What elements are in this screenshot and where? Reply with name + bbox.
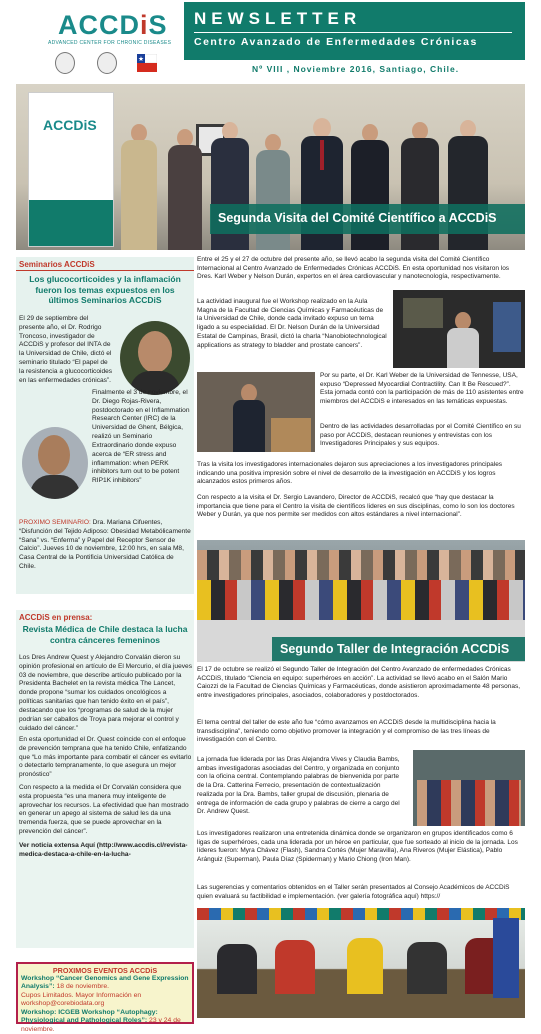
story-paragraph: Por su parte, el Dr. Karl Weber de la Universidad de Tennesse, USA, expuso “Depressed Myocardial Contractility. Can It Be Rescued?”. Esta jornada contó con la participación de más de 110 asistentes entre miembros del ACCDiS e interesados en las temáticas expuestas. [320, 372, 524, 406]
press-link[interactable]: Ver noticia extensa Aquí (http://www.accdis.cl/revista-medica-destaca-a-chile-en-la-lucha- [19, 842, 188, 858]
press-headline: Revista Médica de Chile destaca la lucha contra cánceres femeninos [22, 624, 188, 645]
superhero-group-photo [197, 908, 525, 1018]
event-title: Workshop “Cancer Genomics and Gene Expression Analysis”: [21, 975, 189, 991]
events-box [16, 962, 194, 1033]
banner-logo-text: ACCDiS [43, 117, 97, 133]
person-photo [121, 124, 157, 250]
story-paragraph: Con respecto a la visita el Dr. Sergio Lavandero, Director de ACCDiS, recalcó que “hay que destacar la importancia que tiene para el Centro la visita de científicos lideres en sus disciplinas, como lo son los doctores Weber y Durán, ya que nos permite ser medidos con altos estándares a nivel internacional”. [197, 494, 515, 519]
press-paragraph: Con respecto a la medida el Dr Corvalán considera que esta propuesta “es una manera muy inteligente de aprovechar los recursos. La efectividad que han mostrado en generar un apego al sistema de salud les da una tremenda fuerza, que se puede aprovechar en la prevención del cáncer”. [19, 784, 189, 836]
seminar-paragraph: El 29 de septiembre del presente año, el Dr. Rodrigo Troncoso, investigador de ACCDiS y profesor del INTA de la Universidad de Chile, dictó el seminario titulado “El papel de la resistencia a glucocorticoides en las enfermedades crónicas”. [19, 315, 113, 384]
event-info[interactable]: Cupos Limitados. Mayor Información en workshop@corebiodata.org [21, 991, 142, 1008]
story-paragraph: Entre el 25 y el 27 de octubre del presente año, se llevó acabo la segunda visita del Comité Científico Internacional al Centro Avanzado de Enfermedades Crónicas ACCDiS. En esta oportunidad nos visitaron los Dres. Karl Weber y Nelson Durán, expertos en el área cardiovascular y nanotecnología, respectivamente. [197, 256, 510, 281]
newsletter-title: NEWSLETTER [194, 9, 362, 28]
next-seminar-label: PROXIMO SEMINARIO: [19, 519, 91, 526]
story-paragraph: La actividad inaugural fue el Workshop realizado en la Aula Magna de la Facultad de Ciencias Químicas y Farmacéuticas de la Universidad de Chile, donde cada invitado expuso un tema ligado a su especialidad. El Dr. Nelson Durán de la Universidad Estatal de Campinas, Brasil, dictó la charla “Nanobiotechnological applications as strategy to bladder and prostate cancers”. [197, 298, 387, 349]
speaker-photo [22, 427, 88, 499]
press-box [16, 610, 194, 948]
seminar-paragraph [92, 389, 192, 486]
story-paragraph: Tras la visita los investigadores internacionales dejaron sus apreciaciones a los investigadores principales indicando una positiva impresión sobre el nivel de desarrollo de la investigación en ACCDiS y los logros alcanzados estos primeros años. [197, 461, 503, 486]
press-paragraph: En esta oportunidad el Dr. Quest coincide con el enfoque de prevención temprana que ha tenido Chile, enfatizando que “Lo más importante para combatir el cáncer es evitarlo o detectarlo tempranamente, lo que asegura un mejor pronóstico” [19, 736, 192, 779]
title-divider [194, 32, 512, 33]
workshop-photo [413, 750, 525, 826]
logo-area [40, 2, 185, 82]
story-paragraph: Dentro de las actividades desarrolladas por el Comité Científico en su paso por ACCDiS, destacan reuniones y entrevistas con los Investigadores Principales y sus equipos. [320, 423, 521, 448]
accdis-rollup-banner [28, 92, 114, 247]
flag-icon [493, 918, 519, 998]
accdis-logo: ACCDiS [58, 10, 168, 40]
events-title: PROXIMOS EVENTOS ACCDiS [52, 966, 158, 975]
newsletter-header [0, 0, 541, 84]
issue-date: Nº VIII , Noviembre 2016, Santiago, Chile. [252, 64, 460, 74]
speaker-photo [120, 321, 190, 395]
logo-tagline: ADVANCED CENTER FOR CHRONIC DISEASES [48, 40, 172, 46]
photo-caption: Segundo Taller de Integración ACCDiS [272, 637, 525, 661]
lecture-photo [393, 290, 525, 368]
university-crest-icon [97, 52, 117, 74]
press-paragraph: Los Dres Andrew Quest y Alejandro Corvalán dieron su opinión profesional en artículo de El Mercurio, el día jueves 03 de noviembre, que describe artículo publicado por la Presidenta Bachelet en la revista médica The Lancet, donde propone “sumar los cuidados oncológicos a políticas sanitarias que han tenido éxito en el país”, destacando que los “programas de salud de la mujer podrían ser caballos de Troya para mejorar el control y cuidado del cáncer.” [19, 654, 193, 732]
next-seminar-text: Dra. Mariana Cifuentes, “Disfunción del Tejido Adiposo: Obesidad Metabólicamente “Sana” vs. “Enferma” y Papel del Receptor Sensor de Calcio”. Jueves 10 de noviembre, 12:00 hrs, en sala M8, Casa Central de la Pontificia Universidad Católica de Chile. [19, 519, 191, 571]
taller-paragraph[interactable]: Las sugerencias y comentarios obtenidos en el Taller serán presentados al Consejo Académicos de ACCDiS quien evaluará su factibilidad e implementación. (ver galería fotográfica aquí) https:// [197, 884, 510, 900]
seminar-text: Finalmente el 3 de noviembre, el Dr. Diego Rojas-Rivera, postdoctorado en el Inflammation Research Center (IRC) de la Universidad de Ghent, Bélgica, realizó un Seminario Extraordinario donde expuso acerca de “ER stress and inflammation: when PERK inhibitors turn out to be potent RIP1K inhibitors” [92, 389, 190, 485]
committee-group-photo [16, 84, 525, 250]
event-date: 23 y 24 de noviembre. [21, 1017, 181, 1033]
newsletter-banner [184, 2, 525, 60]
next-seminar [19, 519, 192, 572]
photo-caption: Segunda Visita del Comité Científico a ACCDiS [210, 204, 525, 234]
taller-paragraph: La jornada fue liderada por las Dras Alejandra Vives y Claudia Bambs, ambas investigadoras asociadas del Centro, y organizada en conjunto con la oficina central. Contemplando palabras de bienvenida por parte de la Dra. Catterina Ferrecio, presentación de contextualización realizada por la Dra. Bambs, taller grupal de discusión, plenaria de entrega de información de cada grupo y palabras de cierre a cargo del Dr. Andrew Quest. [197, 756, 400, 816]
event-date: 18 de noviembre. [54, 983, 110, 991]
section-label: ACCDiS en prensa: [19, 613, 93, 622]
taller-text: El tema central del taller de este año fue “cómo avanzamos en ACCDiS desde la multidisciplina hacia la transdisciplina”, teniendo como objetivo promover la integración y el compromiso de las tres líneas de investigación con el Centro. [197, 719, 496, 744]
chile-flag-icon [137, 54, 157, 72]
person-photo [168, 129, 202, 250]
seminar-box [16, 257, 194, 594]
taller-paragraph: Los investigadores realizaron una entretenida dinámica donde se organizaron en grupos identificados como 6 ligas de superhéroes, cada una liderada por un héroe en particular, que fue sorteado al inicio de la jornada. Los líderes fueron: Myra Chávez (Flash), Sandra Cortés (Mujer Maravilla), Ana Riveros (Mujer Elástica), Pablo Aránguiz (Superman), Paula Díaz (Spiderman) y Mario Chiong (Iron Man). [197, 830, 518, 864]
taller-paragraph: El 17 de octubre se realizó el Segundo Taller de Integración del Centro Avanzado de enfermedades Crónicas ACCDiS, titulado “Ciencia en equipo: superhéroes en acción”. La actividad se llevó acabo en el Salón Mario Caiozzi de la Facultad de Ciencias Químicas y Farmacéuticas, donde asistieron aproximadamente 48 personas, entre investigadores principales, asociados, colaboradores y postdoctorados. [197, 666, 520, 700]
taller-paragraph [197, 719, 525, 745]
lecture-photo [197, 372, 315, 452]
newsletter-subtitle: Centro Avanzado de Enfermedades Crónicas [194, 36, 478, 48]
section-rule [16, 270, 194, 271]
seminar-headline: Los glucocorticoides y la inflamación fueron los temas expuestos en los últimos Seminarios ACCDiS [29, 274, 181, 306]
university-seal-icon [55, 52, 75, 74]
section-label: Seminarios ACCDiS [19, 260, 95, 269]
event-title: Workshop: ICGEB Workshop “Autophagy: Physiological and Pathological Roles”: [21, 1008, 158, 1025]
